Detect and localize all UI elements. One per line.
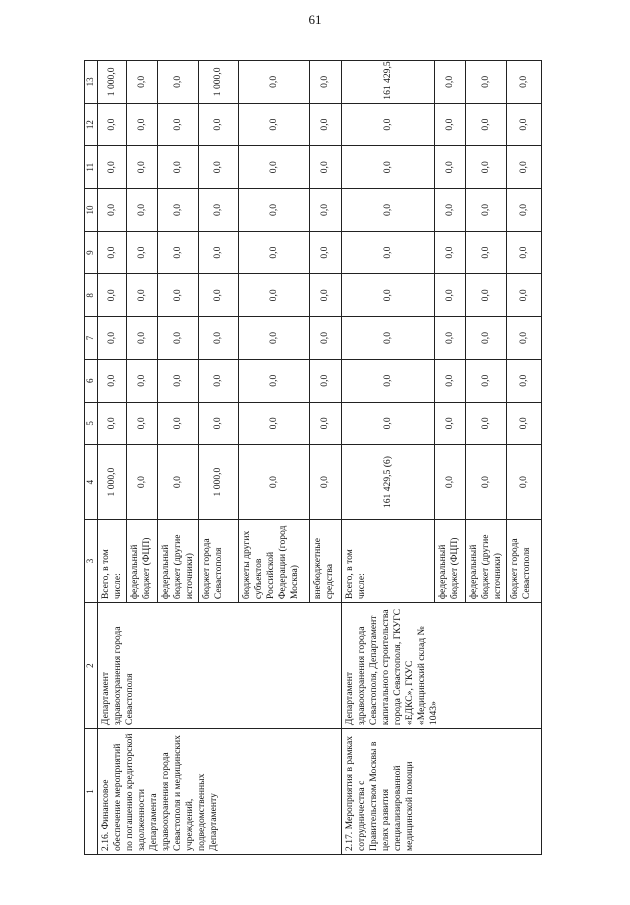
value-cell: 0,0: [465, 189, 506, 232]
value-cell: 0,0: [465, 402, 506, 445]
total-value-cell: 0,0: [126, 445, 157, 520]
value-cell: 0,0: [434, 317, 465, 360]
value-cell: 0,0: [506, 103, 541, 146]
value-cell: 0,0: [309, 61, 341, 104]
value-cell: 0,0: [126, 274, 157, 317]
value-cell: 0,0: [198, 402, 238, 445]
value-cell: 0,0: [238, 231, 309, 274]
value-cell: 0,0: [198, 274, 238, 317]
value-cell: 0,0: [434, 146, 465, 189]
header-cell: 13: [85, 61, 98, 104]
value-cell: 0,0: [434, 231, 465, 274]
value-cell: 0,0: [157, 103, 198, 146]
value-cell: 0,0: [309, 189, 341, 232]
header-cell: 7: [85, 317, 98, 360]
funding-source-cell: Всего, в том числе:: [98, 519, 127, 602]
table-row: [341, 61, 434, 855]
value-cell: 0,0: [238, 103, 309, 146]
value-cell: 0,0: [126, 359, 157, 402]
executor-cell: Департамент здравоохранения города Севастополя, Департамент капитального строительства города Севастополя, ГКУГС «ЕДКС», ГКУС «Медицинский склад № 1043»: [341, 603, 541, 729]
value-cell: 0,0: [238, 359, 309, 402]
value-cell: 0,0: [341, 359, 434, 402]
value-cell: 0,0: [506, 231, 541, 274]
table-row: [98, 61, 127, 855]
value-cell: 0,0: [98, 359, 127, 402]
value-cell: 0,0: [157, 359, 198, 402]
value-cell: 0,0: [341, 402, 434, 445]
value-cell: 0,0: [434, 61, 465, 104]
value-cell: 0,0: [341, 231, 434, 274]
value-cell: 0,0: [98, 317, 127, 360]
value-cell: 1 000,0: [198, 61, 238, 104]
value-cell: 0,0: [465, 103, 506, 146]
value-cell: 0,0: [506, 402, 541, 445]
value-cell: 0,0: [341, 146, 434, 189]
value-cell: 0,0: [238, 189, 309, 232]
value-cell: 0,0: [126, 103, 157, 146]
value-cell: 0,0: [309, 317, 341, 360]
funding-source-cell: федеральный бюджет (ФЦП): [434, 519, 465, 602]
value-cell: 0,0: [126, 61, 157, 104]
value-cell: 0,0: [157, 274, 198, 317]
total-value-cell: 0,0: [238, 445, 309, 520]
value-cell: 0,0: [506, 359, 541, 402]
value-cell: 0,0: [506, 317, 541, 360]
total-value-cell: 0,0: [434, 445, 465, 520]
value-cell: 0,0: [126, 189, 157, 232]
header-row: [85, 61, 98, 855]
value-cell: 0,0: [341, 189, 434, 232]
value-cell: 0,0: [198, 359, 238, 402]
value-cell: 0,0: [309, 103, 341, 146]
value-cell: 0,0: [309, 359, 341, 402]
value-cell: 0,0: [98, 231, 127, 274]
total-value-cell: 1 000,0: [98, 445, 127, 520]
funding-source-cell: Всего, в том числе:: [341, 519, 434, 602]
value-cell: 0,0: [198, 189, 238, 232]
value-cell: 0,0: [309, 231, 341, 274]
value-cell: 0,0: [238, 274, 309, 317]
funding-source-cell: федеральный бюджет (другие источники): [157, 519, 198, 602]
value-cell: 0,0: [465, 317, 506, 360]
header-cell: 2: [85, 603, 98, 729]
activity-cell: 2.16. Финансовое обеспечение мероприятий по погашению кредиторской задолженности Департамента здравоохранения города Севастополя и медицинских учреждений, подведомственных Департаменту: [98, 729, 342, 855]
funding-source-cell: бюджет города Севастополя: [198, 519, 238, 602]
value-cell: 0,0: [434, 274, 465, 317]
funding-source-cell: бюджет города Севастополя: [506, 519, 541, 602]
value-cell: 0,0: [126, 231, 157, 274]
total-value-cell: 0,0: [506, 445, 541, 520]
header-cell: 8: [85, 274, 98, 317]
value-cell: 0,0: [98, 146, 127, 189]
value-cell: 0,0: [341, 274, 434, 317]
funding-source-cell: внебюджетные средства: [309, 519, 341, 602]
value-cell: 0,0: [198, 103, 238, 146]
total-value-cell: 1 000,0: [198, 445, 238, 520]
value-cell: 0,0: [465, 146, 506, 189]
value-cell: 0,0: [157, 231, 198, 274]
header-cell: 3: [85, 519, 98, 602]
value-cell: 0,0: [198, 317, 238, 360]
value-cell: 0,0: [465, 359, 506, 402]
funding-source-cell: федеральный бюджет (другие источники): [465, 519, 506, 602]
activity-cell: 2.17. Мероприятия в рамках сотрудничества с Правительством Москвы в целях развития специализированной медицинской помощи: [341, 729, 541, 855]
page-number: 61: [308, 12, 322, 27]
total-value-cell: 161 429,5 (6): [341, 445, 434, 520]
budget-table: [84, 60, 542, 855]
value-cell: 0,0: [238, 317, 309, 360]
value-cell: 0,0: [98, 103, 127, 146]
value-cell: 0,0: [341, 103, 434, 146]
value-cell: 0,0: [98, 274, 127, 317]
value-cell: 0,0: [434, 359, 465, 402]
value-cell: 0,0: [341, 317, 434, 360]
value-cell: 0,0: [198, 231, 238, 274]
value-cell: 0,0: [309, 146, 341, 189]
funding-source-cell: бюджеты других субъектов Российской Федерации (город Москва): [238, 519, 309, 602]
value-cell: 0,0: [126, 317, 157, 360]
value-cell: 0,0: [157, 146, 198, 189]
header-cell: 11: [85, 146, 98, 189]
value-cell: 0,0: [506, 146, 541, 189]
value-cell: 0,0: [157, 402, 198, 445]
value-cell: 0,0: [198, 146, 238, 189]
value-cell: 0,0: [506, 61, 541, 104]
value-cell: 161 429,5: [341, 61, 434, 104]
value-cell: 0,0: [98, 189, 127, 232]
value-cell: 0,0: [157, 189, 198, 232]
header-cell: 1: [85, 729, 98, 855]
executor-cell: Департамент здравоохранения города Севастополя: [98, 603, 342, 729]
value-cell: 0,0: [434, 189, 465, 232]
header-cell: 10: [85, 189, 98, 232]
value-cell: 0,0: [238, 146, 309, 189]
value-cell: 0,0: [98, 402, 127, 445]
header-cell: 6: [85, 359, 98, 402]
value-cell: 0,0: [309, 274, 341, 317]
value-cell: 0,0: [238, 402, 309, 445]
rotated-table-wrapper: [84, 60, 539, 855]
value-cell: 0,0: [309, 402, 341, 445]
value-cell: 0,0: [434, 103, 465, 146]
value-cell: 0,0: [465, 231, 506, 274]
total-value-cell: 0,0: [309, 445, 341, 520]
value-cell: 1 000,0: [98, 61, 127, 104]
header-cell: 12: [85, 103, 98, 146]
value-cell: 0,0: [157, 61, 198, 104]
value-cell: 0,0: [506, 274, 541, 317]
total-value-cell: 0,0: [157, 445, 198, 520]
value-cell: 0,0: [126, 402, 157, 445]
value-cell: 0,0: [157, 317, 198, 360]
value-cell: 0,0: [465, 61, 506, 104]
value-cell: 0,0: [126, 146, 157, 189]
header-cell: 9: [85, 231, 98, 274]
header-cell: 5: [85, 402, 98, 445]
value-cell: 0,0: [238, 61, 309, 104]
funding-source-cell: федеральный бюджет (ФЦП): [126, 519, 157, 602]
value-cell: 0,0: [434, 402, 465, 445]
value-cell: 0,0: [465, 274, 506, 317]
header-cell: 4: [85, 445, 98, 520]
total-value-cell: 0,0: [465, 445, 506, 520]
value-cell: 0,0: [506, 189, 541, 232]
